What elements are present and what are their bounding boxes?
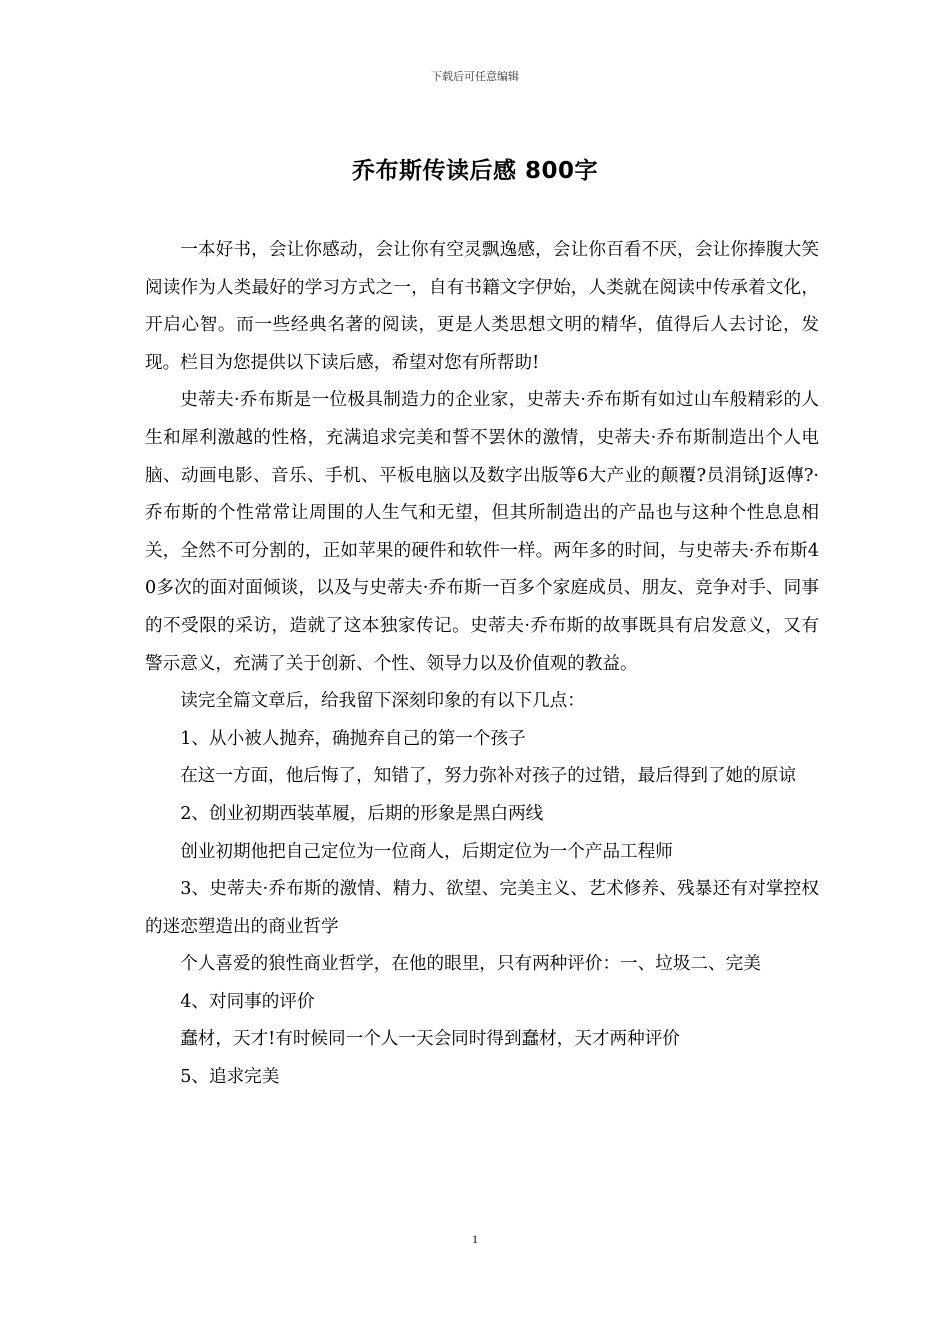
- point-4-heading: 4、对同事的评价: [180, 991, 315, 1012]
- paragraph-summary: 史蒂夫·乔布斯是一位极具制造力的企业家，史蒂夫·乔布斯有如过山车般精彩的人生和犀利激越的性格，充满追求完美和誓不罢休的激情，史蒂夫·乔布斯制造出个人电脑、动画电影、音乐、手机、平板电脑以及数字出版等6大产业的颠覆?员涓铩J返傳?·乔布斯的个性常常让周围的人生气和无望，但其所制造出的产品也与这种个性息息相关，全然不可分割的，正如苹果的硬件和软件一样。两年多的时间，与史蒂夫·乔布斯40多次的面对面倾谈，以及与史蒂夫·乔布斯一百多个家庭成员、朋友、竞争对手、同事的不受限的采访，造就了这本独家传记。史蒂夫·乔布斯的故事既具有启发意义，又有警示意义，充满了关于创新、个性、领导力以及价值观的教益。: [145, 390, 819, 674]
- document-title: 乔布斯传读后感 800字: [351, 158, 599, 184]
- point-5-heading: 5、追求完美: [180, 1067, 280, 1088]
- point-2-body: 创业初期他把自己定位为一位商人，后期定位为一个产品工程师: [180, 841, 673, 862]
- paragraph-impressions-lead: 读完全篇文章后，给我留下深刻印象的有以下几点：: [180, 691, 585, 712]
- point-1-heading: 1、从小被人抛弃，确抛弃自己的第一个孩子: [180, 728, 526, 749]
- point-4-body: 蠢材，天才!有时候同一个人一天会同时得到蠢材，天才两种评价: [180, 1029, 680, 1050]
- point-3-heading: 3、史蒂夫·乔布斯的激情、精力、欲望、完美主义、艺术修养、残暴还有对掌控权的迷恋塑造出的商业哲学: [145, 879, 819, 937]
- point-3-body: 个人喜爱的狼性商业哲学，在他的眼里，只有两种评价：一、垃圾二、完美: [180, 954, 761, 975]
- page-header: 下载后可任意编辑: [431, 70, 519, 83]
- document-body: [145, 232, 819, 1097]
- paragraph-intro: 一本好书，会让你感动，会让你有空灵飘逸感，会让你百看不厌，会让你捧腹大笑阅读作为人类最好的学习方式之一，自有书籍文字伊始，人类就在阅读中传承着文化，开启心智。而一些经典名著的阅读，更是人类思想文明的精华，值得后人去讨论，发现。栏目为您提供以下读后感，希望对您有所帮助!: [145, 240, 819, 373]
- page-number: 1: [472, 1232, 478, 1246]
- point-2-heading: 2、创业初期西装革履，后期的形象是黑白两线: [180, 803, 544, 824]
- point-1-body: 在这一方面，他后悔了，知错了，努力弥补对孩子的过错，最后得到了她的原谅: [180, 766, 796, 787]
